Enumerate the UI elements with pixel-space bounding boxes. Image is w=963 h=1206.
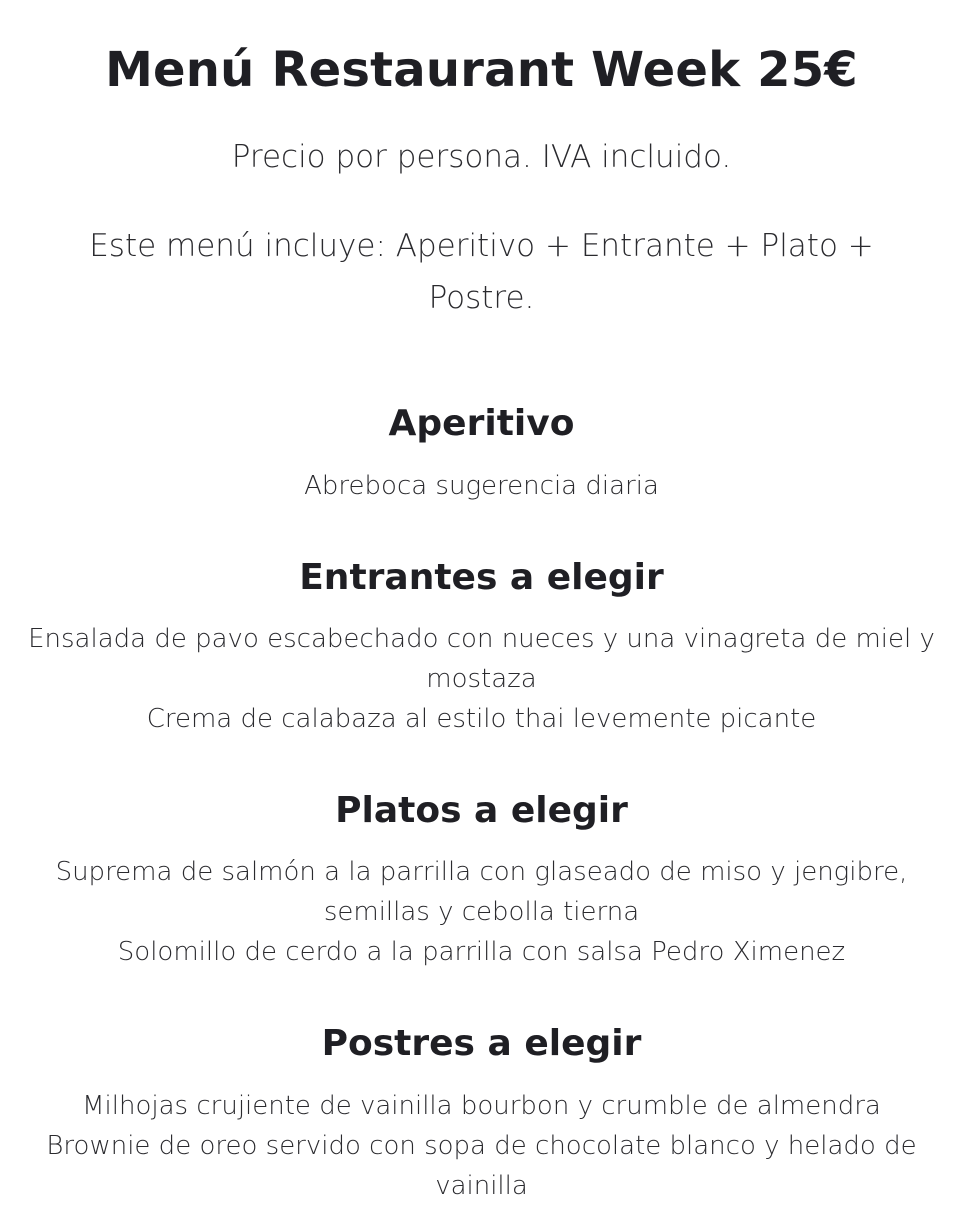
section-heading-platos: Platos a elegir <box>335 790 628 831</box>
menu-title: Menú Restaurant Week 25€ <box>105 42 858 98</box>
section-heading-postres: Postres a elegir <box>321 1023 642 1064</box>
menu-item: Abreboca sugerencia diaria <box>304 471 659 501</box>
includes-note: Este menú incluye: Aperitivo + Entrante + Plato + Postre. <box>89 228 874 316</box>
section-items-aperitivo <box>0 466 963 506</box>
menu-item: Solomillo de cerdo a la parrilla con salsa Pedro Ximenez <box>117 937 846 967</box>
price-note: Precio por persona. IVA incluido. <box>231 139 732 175</box>
section-items-entrantes <box>0 619 963 739</box>
menu-item: Crema de calabaza al estilo thai levemente picante <box>146 704 817 734</box>
section-heading-aperitivo: Aperitivo <box>388 403 575 444</box>
menu-item: Brownie de oreo servido con sopa de chocolate blanco y helado de vainilla <box>46 1131 917 1201</box>
section-heading-entrantes: Entrantes a elegir <box>299 557 664 598</box>
section-items-postres <box>0 1086 963 1206</box>
menu-item: Ensalada de pavo escabechado con nueces y una vinagreta de miel y mostaza <box>28 624 935 694</box>
menu-item: Suprema de salmón a la parrilla con glaseado de miso y jengibre, semillas y cebolla tierna <box>55 857 908 927</box>
menu-item: Milhojas crujiente de vainilla bourbon y crumble de almendra <box>82 1091 881 1121</box>
section-items-platos <box>0 852 963 972</box>
